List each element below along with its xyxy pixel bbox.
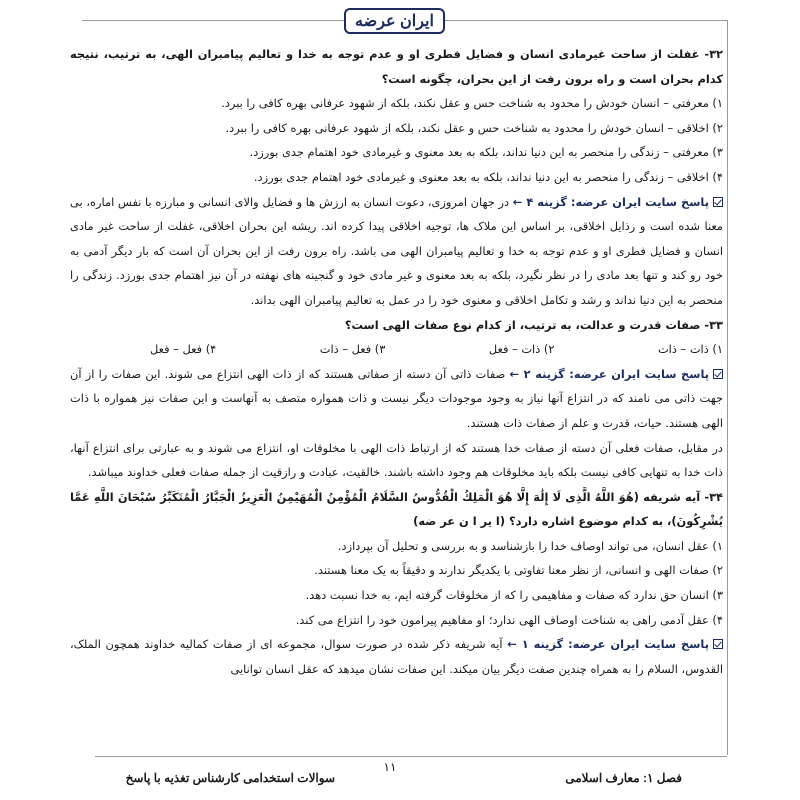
question-34-option-2: ۲) صفات الهی و انسانی، از نظر معنا تفاوتی با یکدیگر ندارند و دقیقاً به یک معنا هستند. <box>314 563 723 578</box>
question-33-answer-continued: در مقابل، صفات فعلی آن دسته از صفات خدا هستند که از ارتباط ذات الهی با مخلوقات او، انتزاع می شوند و به عبارتی برای انتزاع آنها، ذات خدا به تنهایی کافی نیست بلکه باید مخلوقات هم وجود داشته باشند. خالقیت، عبادت و رازقیت از جمله صفات فعلی خداوند میباشد. <box>70 440 723 480</box>
answer-label: پاسخ سایت ایران عرضه: گزینه ۱ ← <box>507 637 709 652</box>
answer-label: پاسخ سایت ایران عرضه: گزینه ۴ ← <box>512 194 709 209</box>
checkbox-icon <box>713 197 723 207</box>
question-34-answer <box>70 632 723 681</box>
question-33-answer <box>70 362 723 436</box>
answer-text: آیه شریفه ذکر شده در صورت سوال، مجموعه ای از صفات کمالیه خداوند همچون الملک، القدوس، السلام را به همراه چندین صفت دیگر بیان میکند. این صفات نشان میدهد که عقل انسان توانایی <box>70 637 723 676</box>
question-33-options <box>70 337 723 362</box>
question-33-option-3: ۳) فعل – ذات <box>319 342 386 357</box>
question-32-answer <box>70 190 723 313</box>
question-34-option-3: ۳) انسان حق ندارد که صفات و مفاهیمی را که از مخلوقات گرفته ایم، به خدا نسبت دهد. <box>305 588 723 603</box>
answer-text: صفات ذاتی آن دسته از صفاتی هستند که از ذات الهی انتزاع می شوند. این صفات را از آن جهت ذاتی می نامند که در انتزاع آنها نیاز به وجود موجودات دیگر نیست و ذات همواره متصف به آنهاست و این صفات نیز همواره با ذات الهی هستند. حیات، قدرت و علم از صفات ذات هستند. <box>70 366 723 430</box>
answer-label: پاسخ سایت ایران عرضه: گزینه ۲ ← <box>509 366 710 381</box>
question-33-option-1: ۱) ذات – ذات <box>657 342 723 357</box>
checkbox-icon <box>713 369 723 379</box>
footer-chapter: فصل ۱: معارف اسلامی <box>565 771 682 785</box>
question-32-option-4: ۴) اخلاقی – زندگی را منحصر به این دنیا نداند، بلکه به بعد معنوی و غیرمادی خود اهتمام جدی بورزد. <box>253 169 723 184</box>
footer-divider <box>95 756 727 757</box>
question-33-option-2: ۲) ذات – فعل <box>488 342 555 357</box>
question-32-option-3: ۳) معرفتی – زندگی را منحصر به این دنیا نداند، بلکه به بعد معنوی و غیرمادی خود اهتمام جدی بورزد. <box>249 145 723 160</box>
question-32-stem: ۳۲- غفلت از ساحت غیرمادی انسان و فضایل فطری او و عدم توجه به خدا و تعالیم پیامبران الهی، به ترتیب، نتیجه کدام بحران است و راه برون رفت از این بحران، چگونه است؟ <box>70 47 723 86</box>
logo-text: ایران عرضه <box>355 13 434 30</box>
footer-book-title: سوالات استخدامی کارشناس تغذیه با پاسخ <box>125 771 335 785</box>
page-number: ۱۱ <box>383 760 397 774</box>
question-34-option-1: ۱) عقل انسان، می تواند اوصاف خدا را بازشناسد و به بررسی و تحلیل آن بپردازد. <box>337 538 723 553</box>
answer-text: در جهان امروزی، دعوت انسان به ارزش ها و فضایل والای انسانی و مبارزه با نفس اماره، بی معنا شده است و رذایل اخلاقی، بر اساس این ملاک ها، توجیه اخلاقی پیدا کرده اند. ریشه این بحران اخلاقی، غفلت از ساحت غیر مادی انسان و فضایل فطری او و عدم توجه به خدا و تعالیم پیامبران الهی می باشد. راه برون رفت از این بحران آن است که بار دیگر آدمی به خود رو کند و تنها بعد مادی را در نظر نگیرد، بلکه به بعد معنوی و غیر مادی خود و گنجینه های نهفته در آن نیز اهتمام جدی بورزد. زندگی را منحصر به این دنیا نداند و رشد و تکامل اخلاقی و معنوی خود را در عمل به تعالیم پیامبران الهی بداند. <box>70 194 723 307</box>
page-content <box>70 42 723 681</box>
checkbox-icon <box>713 639 723 649</box>
question-34-option-4: ۴) عقل آدمی راهی به شناخت اوصاف الهی ندارد؛ او مفاهیم پیرامون خود را انتزاع می کند. <box>295 612 723 627</box>
site-logo <box>344 8 445 34</box>
question-33-stem: ۳۳- صفات قدرت و عدالت، به ترتیب، از کدام نوع صفات الهی است؟ <box>344 317 723 332</box>
question-33-option-4: ۴) فعل – فعل <box>150 342 217 357</box>
question-32-option-2: ۲) اخلاقی – انسان خودش را محدود به شناخت حس و عقل نکند، بلکه از شهود عرفانی بهره کافی را ببرد. <box>225 120 723 135</box>
question-32-option-1: ۱) معرفتی – انسان خودش را محدود به شناخت حس و عقل نکند، بلکه از شهود عرفانی بهره کافی را ببرد. <box>221 96 723 111</box>
frame-top-left-line <box>82 20 344 21</box>
question-34-stem: ۳۴- آیه شریفه (هُوَ اللَّهُ الَّذِی لَا إِلَٰهَ إِلَّا هُوَ الْمَلِكُ الْقُدُّوسُ السَّلَامُ الْمُؤْمِنُ الْمُهَیْمِنُ الْعَزِیزُ الْجَبَّارُ الْمُتَكَبِّرُ سُبْحَانَ اللَّهِ عَمَّا یُشْرِكُونَ)، به کدام موضوع اشاره دارد؟ (ا یر ا ن عر ضه) <box>70 489 723 529</box>
frame-right-line <box>727 20 728 755</box>
frame-top-right-line <box>445 20 728 21</box>
